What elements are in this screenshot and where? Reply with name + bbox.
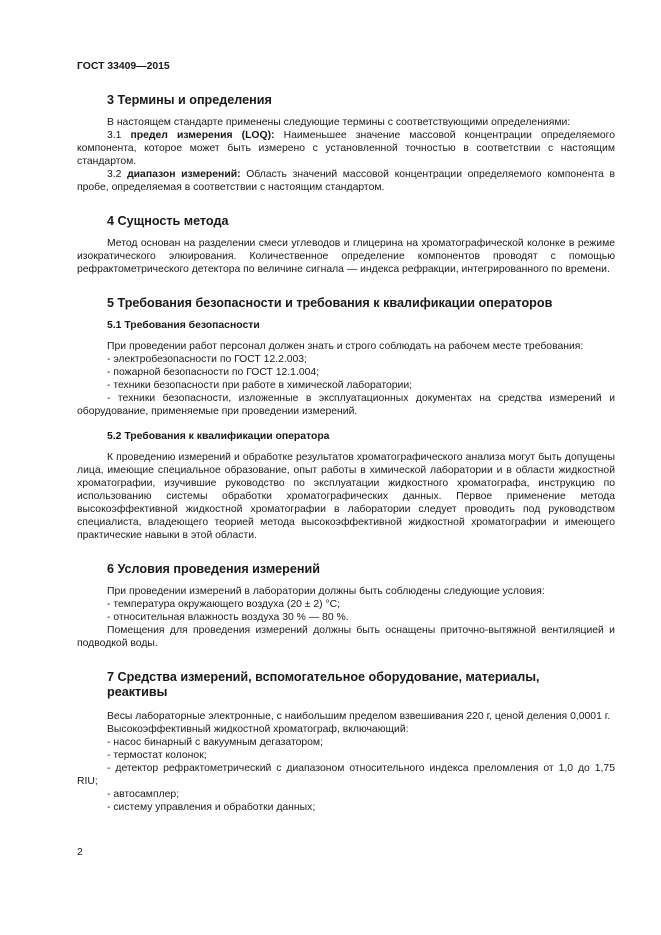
term-3-2-name: диапазон измерений: xyxy=(127,169,241,180)
term-3-2-definition: Область значений массовой концентрации определяемого компонента в пробе, определяемая в соответствии с настоящим стандартом. xyxy=(77,169,615,193)
list-item: - детектор рефрактометрический с диапазоном относительного индекса преломления от 1,0 до 1,75 RIU; xyxy=(77,763,615,787)
document-body xyxy=(77,93,615,830)
term-3-1-name: предел измерения (LOQ): xyxy=(130,130,275,141)
list-item: - пожарной безопасности по ГОСТ 12.1.004; xyxy=(107,367,320,378)
page-number: 2 xyxy=(77,847,83,858)
section-6-outro: Помещения для проведения измерений должны быть оснащены приточно-вытяжной вентиляцией и подводкой воды. xyxy=(77,625,615,649)
section-3-title: 3 Термины и определения xyxy=(107,93,272,107)
list-item: - насос бинарный с вакуумным дегазатором; xyxy=(107,737,323,748)
term-3-1-definition: Наименьшее значение массовой концентрации определяемого компонента, которое может быть измерено с установленной точностью в соответствии с настоящим стандартом. xyxy=(77,130,615,167)
section-7-paragraph-2: Высокоэффективный жидкостной хроматограф, включающий: xyxy=(107,724,409,735)
list-item: - автосамплер; xyxy=(107,789,180,800)
subsection-5-2-title: 5.2 Требования к квалификации оператора xyxy=(107,431,330,442)
section-4 xyxy=(77,214,615,276)
section-5-title: 5 Требования безопасности и требования к квалификации операторов xyxy=(107,296,553,310)
section-7-paragraph-1: Весы лабораторные электронные, с наибольшим пределом взвешивания 220 г, ценой деления 0,0001 г. xyxy=(107,711,611,722)
section-3 xyxy=(77,93,615,194)
list-item: - относительная влажность воздуха 30 % — 80 %. xyxy=(107,612,349,623)
term-3-1 xyxy=(77,129,615,168)
section-5 xyxy=(77,296,615,542)
list-item: - систему управления и обработки данных; xyxy=(107,802,316,813)
term-3-2 xyxy=(77,168,615,194)
list-item: - термостат колонок; xyxy=(107,750,207,761)
list-item: - температура окружающего воздуха (20 ± 2) °С; xyxy=(107,599,341,610)
section-4-title: 4 Сущность метода xyxy=(107,214,229,228)
document-code: ГОСТ 33409—2015 xyxy=(77,61,170,72)
section-7-title xyxy=(107,670,615,700)
section-6 xyxy=(77,562,615,650)
list-item: - электробезопасности по ГОСТ 12.2.003; xyxy=(107,354,307,365)
section-6-title: 6 Условия проведения измерений xyxy=(107,562,320,576)
section-7 xyxy=(77,670,615,814)
list-item: - техники безопасности, изложенные в эксплуатационных документах на средства измерений и оборудование, применяемые при проведении измерений. xyxy=(77,393,615,417)
section-4-text: Метод основан на разделении смеси углеводов и глицерина на хроматографической колонке в режиме изократического элюирования. Количественное определение компонентов проводят с помощью рефрактометрического детектора по величине сигнала — индекса рефракции, интегрированного по времени. xyxy=(77,238,615,275)
section-3-intro: В настоящем стандарте применены следующие термины с соответствующими определениями: xyxy=(107,117,571,128)
subsection-5-2-text: К проведению измерений и обработке результатов хроматографического анализа могут быть допущены лица, имеющие специальное образование, опыт работы в химической лаборатории и в области жидкостной хроматографии, изучившие руководство по эксплуатации жидкостного хроматографа, инструкцию по использованию системы обработки хроматографических данных. Первое применение метода высокоэффективной жидкостной хроматографии в лаборатории следует проводить под руководством специалиста, владеющего теорией метода высокоэффективной жидкостной хроматографии и имеющего практические навыки в этой области. xyxy=(77,452,615,541)
section-6-intro: При проведении измерений в лаборатории должны быть соблюдены следующие условия: xyxy=(107,586,545,597)
subsection-5-1-title: 5.1 Требования безопасности xyxy=(107,320,260,331)
term-3-1-number: 3.1 xyxy=(107,130,122,141)
subsection-5-1-intro: При проведении работ персонал должен знать и строго соблюдать на рабочем месте требования: xyxy=(107,341,584,352)
section-7-title-line-1: 7 Средства измерений, вспомогательное оборудование, материалы, xyxy=(107,670,540,684)
term-3-2-number: 3.2 xyxy=(107,169,122,180)
list-item: - техники безопасности при работе в химической лаборатории; xyxy=(107,380,413,391)
section-7-title-line-2: реактивы xyxy=(107,685,168,699)
